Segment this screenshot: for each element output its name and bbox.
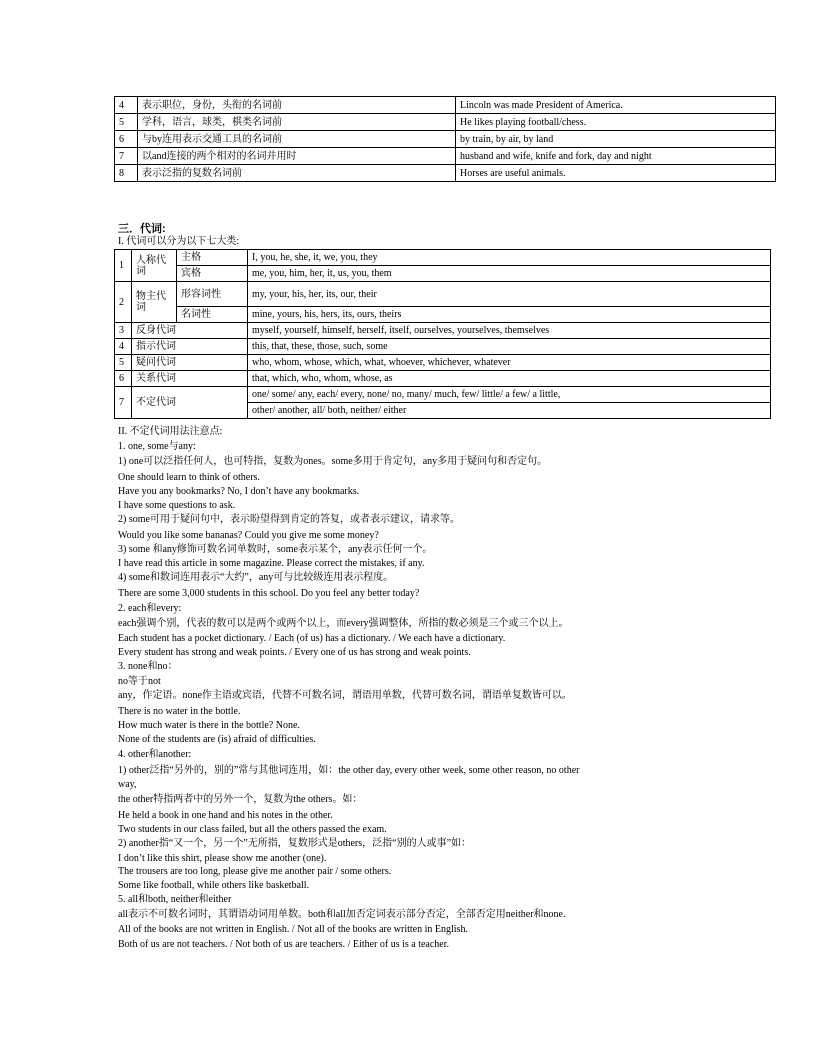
note-line: way, bbox=[118, 779, 137, 790]
note-line: 2) another指“又一个，另一个”无所指，复数形式是others，泛指“别的人或事”如： bbox=[118, 838, 472, 849]
note-line: Both of us are not teachers. / Not both of us are teachers. / Either of us is a teacher. bbox=[118, 939, 450, 950]
table-row: 宾格 me, you, him, her, it, us, you, them bbox=[115, 266, 771, 282]
table-row: 5 学科，语言，球类，棋类名词前 He likes playing football/chess. bbox=[115, 114, 776, 131]
note-line: None of the students are (is) afraid of difficulties. bbox=[118, 734, 316, 745]
note-line: each强调个别，代表的数可以是两个或两个以上，而every强调整体，所指的数必须是三个或三个以上。 bbox=[118, 618, 569, 629]
note-line: Each student has a pocket dictionary. / Each (of us) has a dictionary. / We each have a dictionary. bbox=[118, 633, 506, 644]
table-row: 1 人称代词 主格 I, you, he, she, it, we, you, they bbox=[115, 250, 771, 266]
table2-intro: I. 代词可以分为以下七大类: bbox=[118, 236, 240, 247]
note-line: 4) some和数词连用表示“大约”，any可与比较级连用表示程度。 bbox=[118, 572, 394, 583]
pronoun-types-table bbox=[114, 249, 771, 419]
note-line: 1. one, some与any: bbox=[118, 441, 196, 452]
note-line: How much water is there in the bottle? None. bbox=[118, 720, 300, 731]
table-row: 名词性 mine, yours, his, hers, its, ours, theirs bbox=[115, 307, 771, 323]
table-row: 8 表示泛指的复数名词前 Horses are useful animals. bbox=[115, 165, 776, 182]
table-row: 6 与by连用表示交通工具的名词前 by train, by air, by land bbox=[115, 131, 776, 148]
table-row: 2 物主代词 形容词性 my, your, his, her, its, our, their bbox=[115, 282, 771, 307]
table-row: 4 表示职位，身份，头衔的名词前 Lincoln was made President of America. bbox=[115, 97, 776, 114]
note-line: Some like football, while others like basketball. bbox=[118, 880, 310, 891]
note-line: The trousers are too long, please give me another pair / some others. bbox=[118, 866, 392, 877]
table-row: other/ another, all/ both, neither/ either bbox=[115, 403, 771, 419]
article-usage-table bbox=[114, 96, 776, 182]
note-line: 2) some可用于疑问句中，表示盼望得到肯定的答复，或者表示建议，请求等。 bbox=[118, 514, 460, 525]
note-line: Would you like some bananas? Could you give me some money? bbox=[118, 530, 379, 541]
table-row: 7 以and连接的两个相对的名词并用时 husband and wife, knife and fork, day and night bbox=[115, 148, 776, 165]
note-line: One should learn to think of others. bbox=[118, 472, 260, 483]
note-line: All of the books are not written in English. / Not all of the books are written in English. bbox=[118, 924, 468, 935]
note-line: 2. each和every: bbox=[118, 603, 182, 614]
table-row: 5 疑问代词 who, whom, whose, which, what, whoever, whichever, whatever bbox=[115, 355, 771, 371]
note-line: I have some questions to ask. bbox=[118, 500, 236, 511]
note-line: 3) some 和any修饰可数名词单数时，some表示某个，any表示任何一个。 bbox=[118, 544, 433, 555]
note-line: the other特指两者中的另外一个，复数为the others。如： bbox=[118, 794, 363, 805]
note-line: Two students in our class failed, but all the others passed the exam. bbox=[118, 824, 387, 835]
note-line: I don’t like this shirt, please show me another (one). bbox=[118, 853, 327, 864]
note-line: 1) other泛指“另外的，别的”常与其他词连用，如：the other day, every other week, some other reason, no other bbox=[118, 765, 580, 776]
note-line: Have you any bookmarks? No, I don’t have any bookmarks. bbox=[118, 486, 360, 497]
table-row: 7 不定代词 one/ some/ any, each/ every, none/ no, many/ much, few/ little/ a few/ a little, bbox=[115, 387, 771, 403]
note-line: II. 不定代词用法注意点: bbox=[118, 426, 223, 437]
note-line: There is no water in the bottle. bbox=[118, 706, 241, 717]
section-title: 三．代词: bbox=[118, 223, 166, 235]
note-line: 4. other和another: bbox=[118, 749, 192, 760]
table-row: 6 关系代词 that, which, who, whom, whose, as bbox=[115, 371, 771, 387]
note-line: 3. none和no： bbox=[118, 661, 178, 672]
note-line: I have read this article in some magazine. Please correct the mistakes, if any. bbox=[118, 558, 425, 569]
table-row: 4 指示代词 this, that, these, those, such, some bbox=[115, 339, 771, 355]
note-line: any，作定语。none作主语或宾语，代替不可数名词，谓语用单数，代替可数名词，谓语单复数皆可以。 bbox=[118, 690, 572, 701]
note-line: 5. all和both, neither和either bbox=[118, 894, 232, 905]
note-line: no等于not bbox=[118, 676, 161, 687]
table-row: 3 反身代词 myself, yourself, himself, herself, itself, ourselves, yourselves, themselves bbox=[115, 323, 771, 339]
note-line: He held a book in one hand and his notes in the other. bbox=[118, 810, 333, 821]
note-line: all表示不可数名词时，其谓语动词用单数。both和all加否定词表示部分否定，全部否定用neither和none. bbox=[118, 909, 566, 920]
note-line: 1) one可以泛指任何人，也可特指，复数为ones。some多用于肯定句，any多用于疑问句和否定句。 bbox=[118, 456, 548, 467]
note-line: Every student has strong and weak points. / Every one of us has strong and weak points. bbox=[118, 647, 471, 658]
note-line: There are some 3,000 students in this school. Do you feel any better today? bbox=[118, 588, 420, 599]
